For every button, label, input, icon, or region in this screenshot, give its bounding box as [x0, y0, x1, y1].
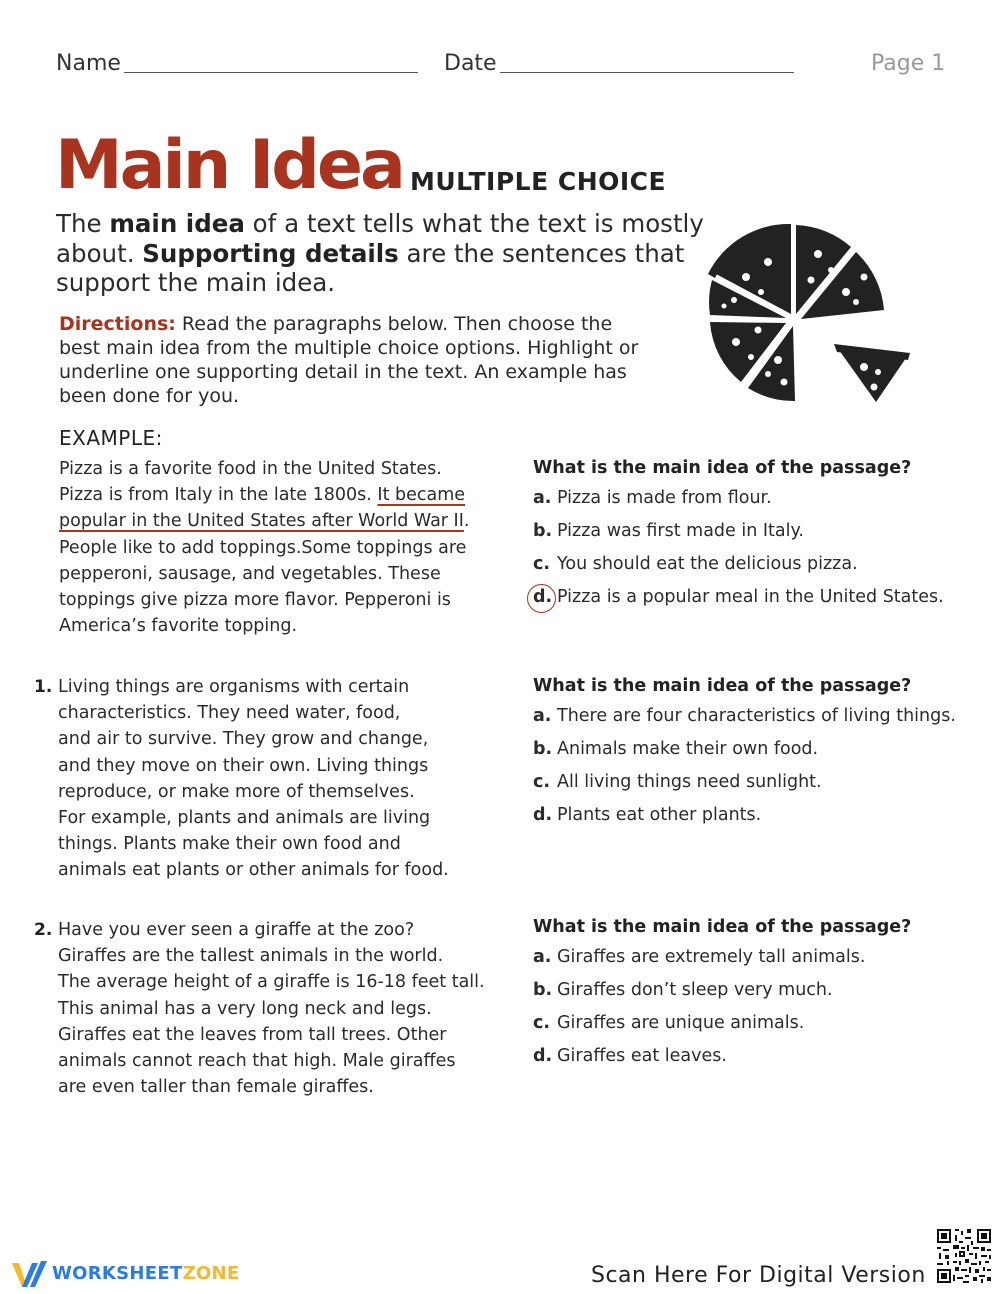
passage-line: and they move on their own. Living things — [58, 755, 429, 776]
option-a[interactable]: a. There are four characteristics of living things. — [533, 706, 956, 726]
option-c[interactable]: c. All living things need sunlight. — [533, 772, 822, 792]
underlined-supporting-detail[interactable]: It became — [377, 485, 466, 506]
passage-line: Giraffes are the tallest animals in the world. — [58, 946, 444, 967]
page-subtitle: MULTIPLE CHOICE — [410, 167, 667, 196]
passage-line: Living things are organisms with certain — [58, 677, 410, 697]
name-field-line[interactable] — [124, 72, 418, 73]
passage-line: things. Plants make their own food and — [58, 834, 401, 855]
q2-question: What is the main idea of the passage? — [533, 917, 912, 937]
passage-line: The average height of a giraffe is 16-18 feet tall. — [58, 972, 485, 993]
option-b[interactable]: b. Giraffes don’t sleep very much. — [533, 980, 833, 1000]
scan-here-text: Scan Here For Digital Version — [591, 1263, 926, 1288]
passage-line: reproduce, or make more of themselves. — [58, 781, 415, 802]
example-passage — [59, 456, 469, 639]
passage-line: For example, plants and animals are living — [58, 808, 431, 829]
passage-line: characteristics. They need water, food, — [58, 703, 401, 724]
selected-answer-circle: d. — [533, 581, 557, 614]
intro-main-idea-term: main idea — [109, 209, 245, 238]
q2-options — [533, 941, 865, 1073]
q1-passage — [58, 674, 449, 884]
passage-line: pepperoni, sausage, and vegetables. These — [59, 563, 441, 584]
option-c[interactable]: c. You should eat the delicious pizza. — [533, 554, 858, 574]
passage-line: toppings give pizza more flavor. Pepperoni is — [59, 590, 451, 611]
passage-line: animals eat plants or other animals for food. — [58, 860, 449, 881]
worksheetzone-logo[interactable]: WORKSHEETZONE — [52, 1263, 240, 1284]
intro-paragraph: The main idea of a text tells what the text is mostly about. Supporting details are the sentences that support the main idea. — [56, 209, 704, 297]
question-number: 1. — [34, 677, 53, 697]
option-c[interactable]: c. Giraffes are unique animals. — [533, 1013, 805, 1033]
page-title: Main Idea — [55, 126, 403, 205]
intro-supporting-details-term: Supporting details — [142, 238, 399, 268]
option-b[interactable]: b. Pizza was first made in Italy. — [533, 521, 804, 541]
q1-question: What is the main idea of the passage? — [533, 676, 912, 696]
underlined-supporting-detail[interactable]: popular in the United States after World War II — [59, 511, 464, 532]
name-label: Name — [56, 51, 121, 76]
passage-line: and air to survive. They grow and change, — [58, 729, 429, 750]
example-label: EXAMPLE: — [59, 426, 163, 450]
example-question: What is the main idea of the passage? — [533, 458, 912, 478]
option-b[interactable]: b. Animals make their own food. — [533, 739, 819, 759]
passage-line: People like to add toppings.Some toppings are — [59, 537, 467, 558]
page-number: Page 1 — [871, 51, 946, 76]
question-number: 2. — [34, 920, 53, 940]
passage-line: Giraffes eat the leaves from tall trees. Other — [58, 1024, 447, 1045]
q1-options — [533, 700, 956, 832]
passage-line: Have you ever seen a giraffe at the zoo? — [58, 920, 415, 940]
example-options — [533, 482, 944, 614]
passage-line: are even taller than female giraffes. — [58, 1077, 374, 1098]
directions-label: Directions: — [59, 313, 176, 335]
q2-passage — [58, 917, 485, 1100]
option-d[interactable]: d. Giraffes eat leaves. — [533, 1046, 727, 1066]
passage-line: popular in the United States after World War II. — [59, 511, 470, 532]
passage-line: This animal has a very long neck and legs. — [58, 998, 432, 1019]
date-field-line[interactable] — [500, 72, 794, 73]
passage-line: Pizza is from Italy in the late 1800s. It became — [59, 485, 466, 506]
directions-paragraph: Directions: Read the paragraphs below. Then choose the best main idea from the multiple choice options. Highlight or underline one supporting detail in the text. An example has been done for you. — [59, 313, 639, 407]
pizza-icon — [706, 222, 914, 408]
passage-line: animals cannot reach that high. Male giraffes — [58, 1051, 456, 1072]
option-d-selected[interactable]: d. Pizza is a popular meal in the United States. — [533, 581, 944, 614]
passage-line: America’s favorite topping. — [59, 616, 298, 637]
worksheetzone-logo-icon — [10, 1259, 48, 1289]
date-label: Date — [444, 51, 497, 76]
option-a[interactable]: a. Giraffes are extremely tall animals. — [533, 947, 866, 967]
qr-code-icon[interactable] — [935, 1227, 993, 1285]
option-a[interactable]: a. Pizza is made from flour. — [533, 488, 772, 508]
passage-line: Pizza is a favorite food in the United States. — [59, 459, 442, 479]
option-d[interactable]: d. Plants eat other plants. — [533, 805, 762, 825]
